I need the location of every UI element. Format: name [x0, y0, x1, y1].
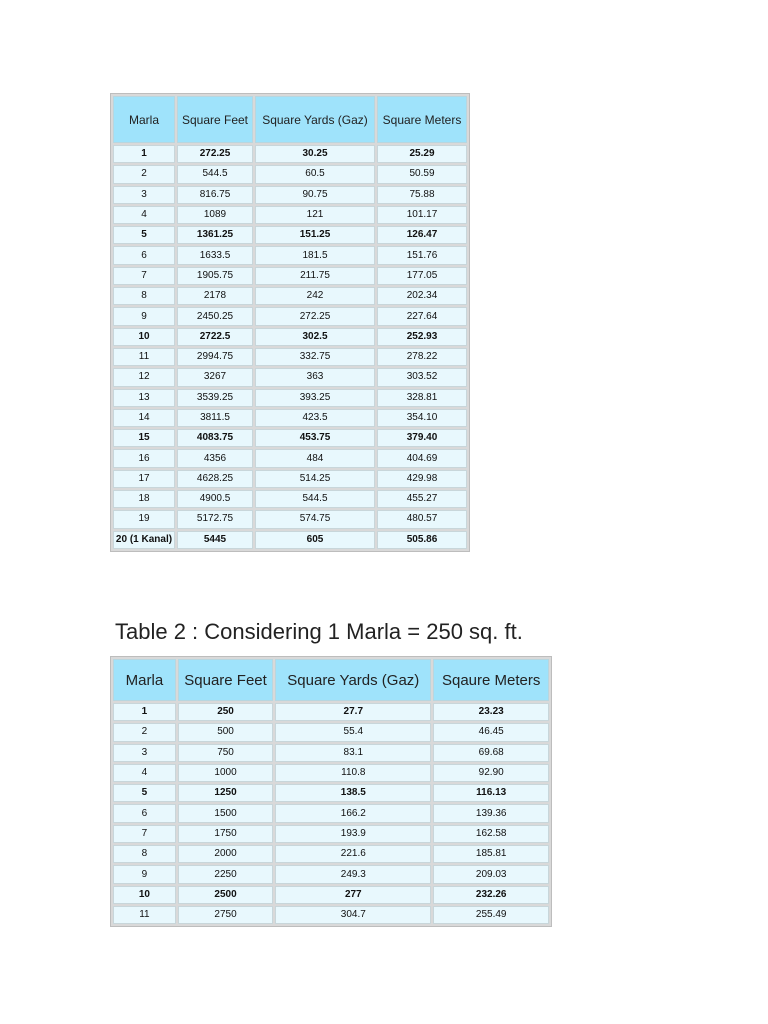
cell-square-feet: 2722.5	[177, 328, 253, 346]
cell-square-feet: 2450.25	[177, 307, 253, 325]
table-row	[113, 764, 549, 782]
cell-square-feet: 2000	[178, 845, 273, 863]
cell-square-yards: 605	[255, 531, 375, 549]
cell-marla: 1	[113, 703, 176, 721]
table-row	[113, 825, 549, 843]
cell-marla: 11	[113, 348, 175, 366]
table-2-heading: Table 2 : Considering 1 Marla = 250 sq. ft.	[115, 619, 523, 644]
table-row	[113, 449, 467, 467]
cell-square-meters: 162.58	[433, 825, 549, 843]
cell-marla: 9	[113, 865, 176, 883]
cell-square-yards: 302.5	[255, 328, 375, 346]
cell-square-feet: 2250	[178, 865, 273, 883]
table-body	[113, 145, 467, 549]
cell-square-yards: 166.2	[275, 804, 431, 822]
cell-marla: 12	[113, 368, 175, 386]
table-header-row	[113, 659, 549, 701]
cell-marla: 5	[113, 784, 176, 802]
cell-square-yards: 332.75	[255, 348, 375, 366]
table-row	[113, 267, 467, 285]
cell-square-yards: 304.7	[275, 906, 431, 924]
cell-square-meters: 116.13	[433, 784, 549, 802]
cell-square-meters: 23.23	[433, 703, 549, 721]
cell-square-meters: 252.93	[377, 328, 467, 346]
cell-square-meters: 126.47	[377, 226, 467, 244]
cell-square-yards: 363	[255, 368, 375, 386]
cell-marla: 8	[113, 287, 175, 305]
table-row	[113, 409, 467, 427]
table-row	[113, 226, 467, 244]
cell-marla: 7	[113, 267, 175, 285]
cell-square-yards: 423.5	[255, 409, 375, 427]
table-row	[113, 744, 549, 762]
table-row	[113, 531, 467, 549]
table-row	[113, 510, 467, 528]
cell-marla: 15	[113, 429, 175, 447]
column-header-square-feet: Square Feet	[177, 96, 253, 143]
cell-marla: 4	[113, 206, 175, 224]
marla-conversion-table-1	[110, 93, 470, 552]
cell-square-feet: 1500	[178, 804, 273, 822]
cell-square-meters: 92.90	[433, 764, 549, 782]
cell-marla: 16	[113, 449, 175, 467]
table-row	[113, 287, 467, 305]
cell-marla: 5	[113, 226, 175, 244]
table-row	[113, 490, 467, 508]
cell-marla: 7	[113, 825, 176, 843]
cell-square-feet: 2750	[178, 906, 273, 924]
cell-square-meters: 255.49	[433, 906, 549, 924]
cell-square-yards: 110.8	[275, 764, 431, 782]
cell-square-feet: 1361.25	[177, 226, 253, 244]
cell-square-yards: 55.4	[275, 723, 431, 741]
cell-square-feet: 750	[178, 744, 273, 762]
cell-square-meters: 278.22	[377, 348, 467, 366]
cell-marla: 6	[113, 246, 175, 264]
cell-square-yards: 27.7	[275, 703, 431, 721]
cell-square-yards: 151.25	[255, 226, 375, 244]
cell-square-feet: 5445	[177, 531, 253, 549]
cell-square-meters: 303.52	[377, 368, 467, 386]
cell-square-feet: 4900.5	[177, 490, 253, 508]
cell-marla: 19	[113, 510, 175, 528]
table-row	[113, 845, 549, 863]
table-row	[113, 368, 467, 386]
cell-square-yards: 272.25	[255, 307, 375, 325]
table-row	[113, 165, 467, 183]
cell-square-feet: 1633.5	[177, 246, 253, 264]
cell-square-feet: 4083.75	[177, 429, 253, 447]
cell-square-yards: 453.75	[255, 429, 375, 447]
cell-square-meters: 177.05	[377, 267, 467, 285]
cell-square-yards: 30.25	[255, 145, 375, 163]
table-header-row	[113, 96, 467, 143]
cell-square-yards: 544.5	[255, 490, 375, 508]
cell-square-yards: 393.25	[255, 389, 375, 407]
cell-square-yards: 249.3	[275, 865, 431, 883]
cell-square-yards: 277	[275, 886, 431, 904]
cell-square-meters: 25.29	[377, 145, 467, 163]
table-row	[113, 206, 467, 224]
cell-square-yards: 138.5	[275, 784, 431, 802]
cell-marla: 8	[113, 845, 176, 863]
cell-square-feet: 3539.25	[177, 389, 253, 407]
cell-square-meters: 209.03	[433, 865, 549, 883]
cell-square-feet: 272.25	[177, 145, 253, 163]
cell-square-meters: 101.17	[377, 206, 467, 224]
column-header-square-feet: Square Feet	[178, 659, 273, 701]
table-row	[113, 886, 549, 904]
cell-marla: 2	[113, 165, 175, 183]
cell-square-yards: 83.1	[275, 744, 431, 762]
cell-square-yards: 221.6	[275, 845, 431, 863]
cell-marla: 14	[113, 409, 175, 427]
cell-square-yards: 484	[255, 449, 375, 467]
cell-square-feet: 5172.75	[177, 510, 253, 528]
column-header-square-meters: Square Meters	[377, 96, 467, 143]
cell-marla: 11	[113, 906, 176, 924]
cell-square-meters: 232.26	[433, 886, 549, 904]
cell-square-feet: 1089	[177, 206, 253, 224]
cell-square-meters: 455.27	[377, 490, 467, 508]
cell-marla: 4	[113, 764, 176, 782]
cell-square-feet: 3267	[177, 368, 253, 386]
cell-square-feet: 4356	[177, 449, 253, 467]
cell-marla: 9	[113, 307, 175, 325]
cell-marla: 18	[113, 490, 175, 508]
cell-square-meters: 354.10	[377, 409, 467, 427]
cell-square-feet: 1000	[178, 764, 273, 782]
cell-square-feet: 3811.5	[177, 409, 253, 427]
cell-square-meters: 46.45	[433, 723, 549, 741]
table-row	[113, 186, 467, 204]
cell-marla: 17	[113, 470, 175, 488]
cell-square-feet: 816.75	[177, 186, 253, 204]
table-row	[113, 429, 467, 447]
table-row	[113, 307, 467, 325]
cell-square-feet: 2994.75	[177, 348, 253, 366]
table-row	[113, 804, 549, 822]
cell-square-feet: 2500	[178, 886, 273, 904]
table-row	[113, 906, 549, 924]
column-header-square-yards: Square Yards (Gaz)	[275, 659, 431, 701]
cell-marla: 2	[113, 723, 176, 741]
cell-square-feet: 544.5	[177, 165, 253, 183]
cell-square-yards: 574.75	[255, 510, 375, 528]
cell-square-yards: 514.25	[255, 470, 375, 488]
table-row	[113, 389, 467, 407]
column-header-marla: Marla	[113, 96, 175, 143]
cell-square-feet: 1905.75	[177, 267, 253, 285]
cell-marla: 13	[113, 389, 175, 407]
cell-square-feet: 500	[178, 723, 273, 741]
marla-conversion-table-2	[110, 656, 552, 927]
cell-square-meters: 379.40	[377, 429, 467, 447]
cell-square-yards: 193.9	[275, 825, 431, 843]
cell-square-yards: 90.75	[255, 186, 375, 204]
cell-square-yards: 60.5	[255, 165, 375, 183]
cell-square-feet: 250	[178, 703, 273, 721]
cell-square-meters: 69.68	[433, 744, 549, 762]
cell-square-meters: 429.98	[377, 470, 467, 488]
cell-marla: 10	[113, 886, 176, 904]
cell-square-meters: 151.76	[377, 246, 467, 264]
cell-square-meters: 50.59	[377, 165, 467, 183]
table-row	[113, 328, 467, 346]
cell-marla: 1	[113, 145, 175, 163]
table-row	[113, 784, 549, 802]
cell-marla: 10	[113, 328, 175, 346]
cell-square-feet: 1750	[178, 825, 273, 843]
cell-marla: 3	[113, 186, 175, 204]
cell-marla: 3	[113, 744, 176, 762]
cell-square-yards: 242	[255, 287, 375, 305]
cell-square-feet: 2178	[177, 287, 253, 305]
table-row	[113, 723, 549, 741]
cell-square-meters: 505.86	[377, 531, 467, 549]
table-row	[113, 470, 467, 488]
cell-square-meters: 404.69	[377, 449, 467, 467]
cell-square-meters: 202.34	[377, 287, 467, 305]
cell-marla: 20 (1 Kanal)	[113, 531, 175, 549]
table-row	[113, 246, 467, 264]
cell-square-yards: 211.75	[255, 267, 375, 285]
cell-square-yards: 181.5	[255, 246, 375, 264]
table-row	[113, 145, 467, 163]
cell-square-meters: 139.36	[433, 804, 549, 822]
cell-marla: 6	[113, 804, 176, 822]
cell-square-meters: 480.57	[377, 510, 467, 528]
cell-square-feet: 1250	[178, 784, 273, 802]
column-header-square-meters: Sqaure Meters	[433, 659, 549, 701]
table-row	[113, 703, 549, 721]
cell-square-yards: 121	[255, 206, 375, 224]
cell-square-meters: 227.64	[377, 307, 467, 325]
table-row	[113, 865, 549, 883]
column-header-square-yards: Square Yards (Gaz)	[255, 96, 375, 143]
cell-square-feet: 4628.25	[177, 470, 253, 488]
cell-square-meters: 328.81	[377, 389, 467, 407]
column-header-marla: Marla	[113, 659, 176, 701]
cell-square-meters: 75.88	[377, 186, 467, 204]
table-row	[113, 348, 467, 366]
table-body	[113, 703, 549, 924]
cell-square-meters: 185.81	[433, 845, 549, 863]
